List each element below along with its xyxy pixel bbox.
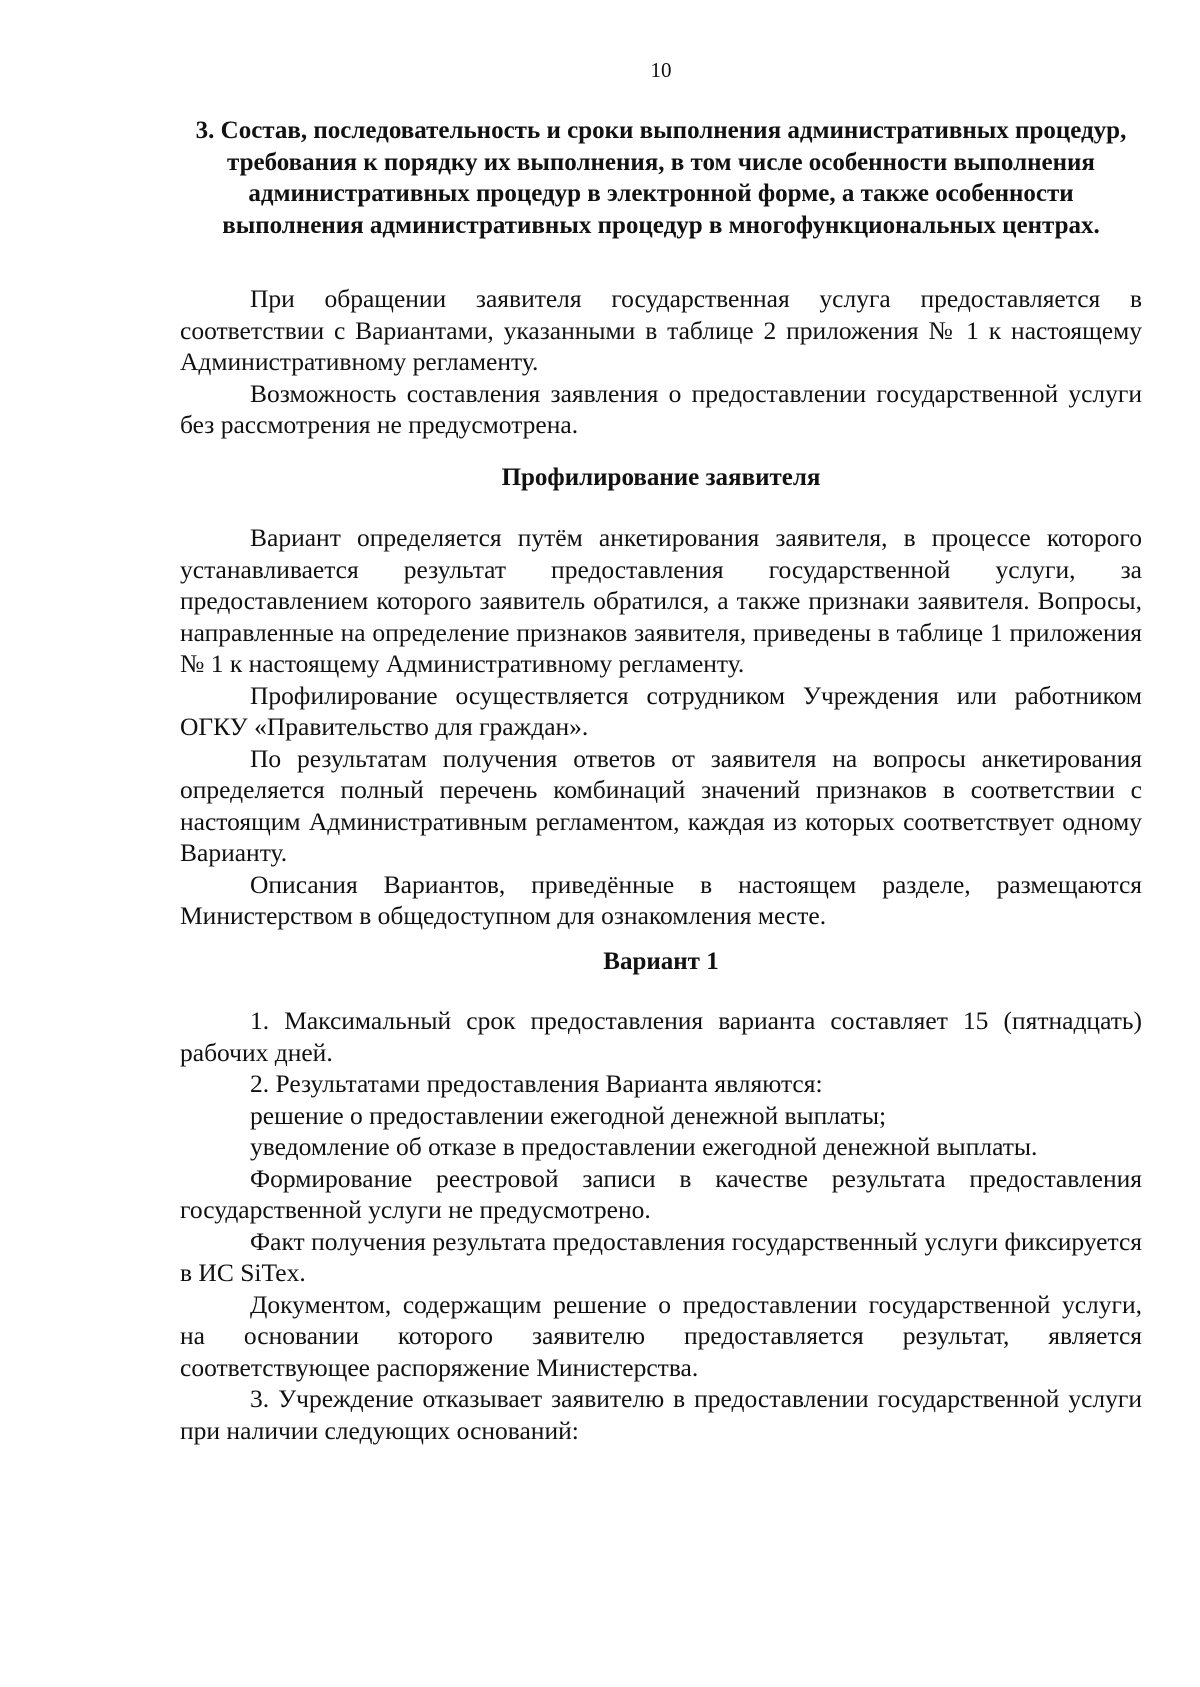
intro-block — [180, 283, 1142, 441]
variant1-paragraph: 1. Максимальный срок предоставления варианта составляет 15 (пятнадцать) рабочих дней. — [180, 1006, 1142, 1067]
variant1-paragraph: 2. Результатами предоставления Варианта являются: — [250, 1069, 823, 1098]
variant1-block — [180, 1005, 1142, 1446]
section-title: 3. Состав, последовательность и сроки выполнения административных процедур, требования к порядку их выполнения, в том числе особенности выполнения административных процедур в электронной форме, а также особенности выполнения административных процедур в многофункциональных центрах. — [195, 117, 1127, 239]
variant1-heading: Вариант 1 — [603, 948, 719, 975]
profiling-paragraph: Описания Вариантов, приведённые в настоящем разделе, размещаются Министерством в общедоступном для ознакомления месте. — [180, 869, 1142, 930]
variant1-paragraph: Формирование реестровой записи в качестве результата предоставления государственной услуги не предусмотрено. — [180, 1163, 1142, 1224]
profiling-paragraph: Вариант определяется путём анкетирования заявителя, в процессе которого устанавливается результат предоставления государственной услуги, за предоставлением которого заявитель обратился, а также признаки заявителя. Вопросы, направленные на определение признаков заявителя, приведены в таблице 1 приложения № 1 к настоящему Административному регламенту. — [180, 523, 1142, 678]
variant1-paragraph: 3. Учреждение отказывает заявителю в предоставлении государственной услуги при наличии следующих оснований: — [180, 1384, 1142, 1445]
intro-paragraph: Возможность составления заявления о предоставлении государственной услуги без рассмотрения не предусмотрена. — [180, 378, 1142, 439]
variant1-paragraph: Документом, содержащим решение о предоставлении государственной услуги, на основании которого заявителю предоставляется результат, является соответствующее распоряжение Министерства. — [180, 1289, 1142, 1382]
profiling-paragraph: По результатам получения ответов от заявителя на вопросы анкетирования определяется полный перечень комбинаций значений признаков в соответствии с настоящим Административным регламентом, каждая из которых соответствует одному Варианту. — [180, 743, 1142, 867]
intro-paragraph: При обращении заявителя государственная услуга предоставляется в соответствии с Вариантами, указанными в таблице 2 приложения № 1 к настоящему Административному регламенту. — [180, 284, 1142, 376]
profiling-block — [180, 522, 1142, 932]
variant1-paragraph: Факт получения результата предоставления государственный услуги фиксируется в ИС SiTex. — [180, 1226, 1142, 1287]
variant1-paragraph: уведомление об отказе в предоставлении ежегодной денежной выплаты. — [250, 1132, 1038, 1161]
profiling-heading: Профилирование заявителя — [501, 464, 821, 491]
page-number: 10 — [650, 58, 672, 82]
profiling-paragraph: Профилирование осуществляется сотрудником Учреждения или работником ОГКУ «Правительство для граждан». — [180, 680, 1142, 741]
variant1-paragraph: решение о предоставлении ежегодной денежной выплаты; — [250, 1100, 887, 1130]
